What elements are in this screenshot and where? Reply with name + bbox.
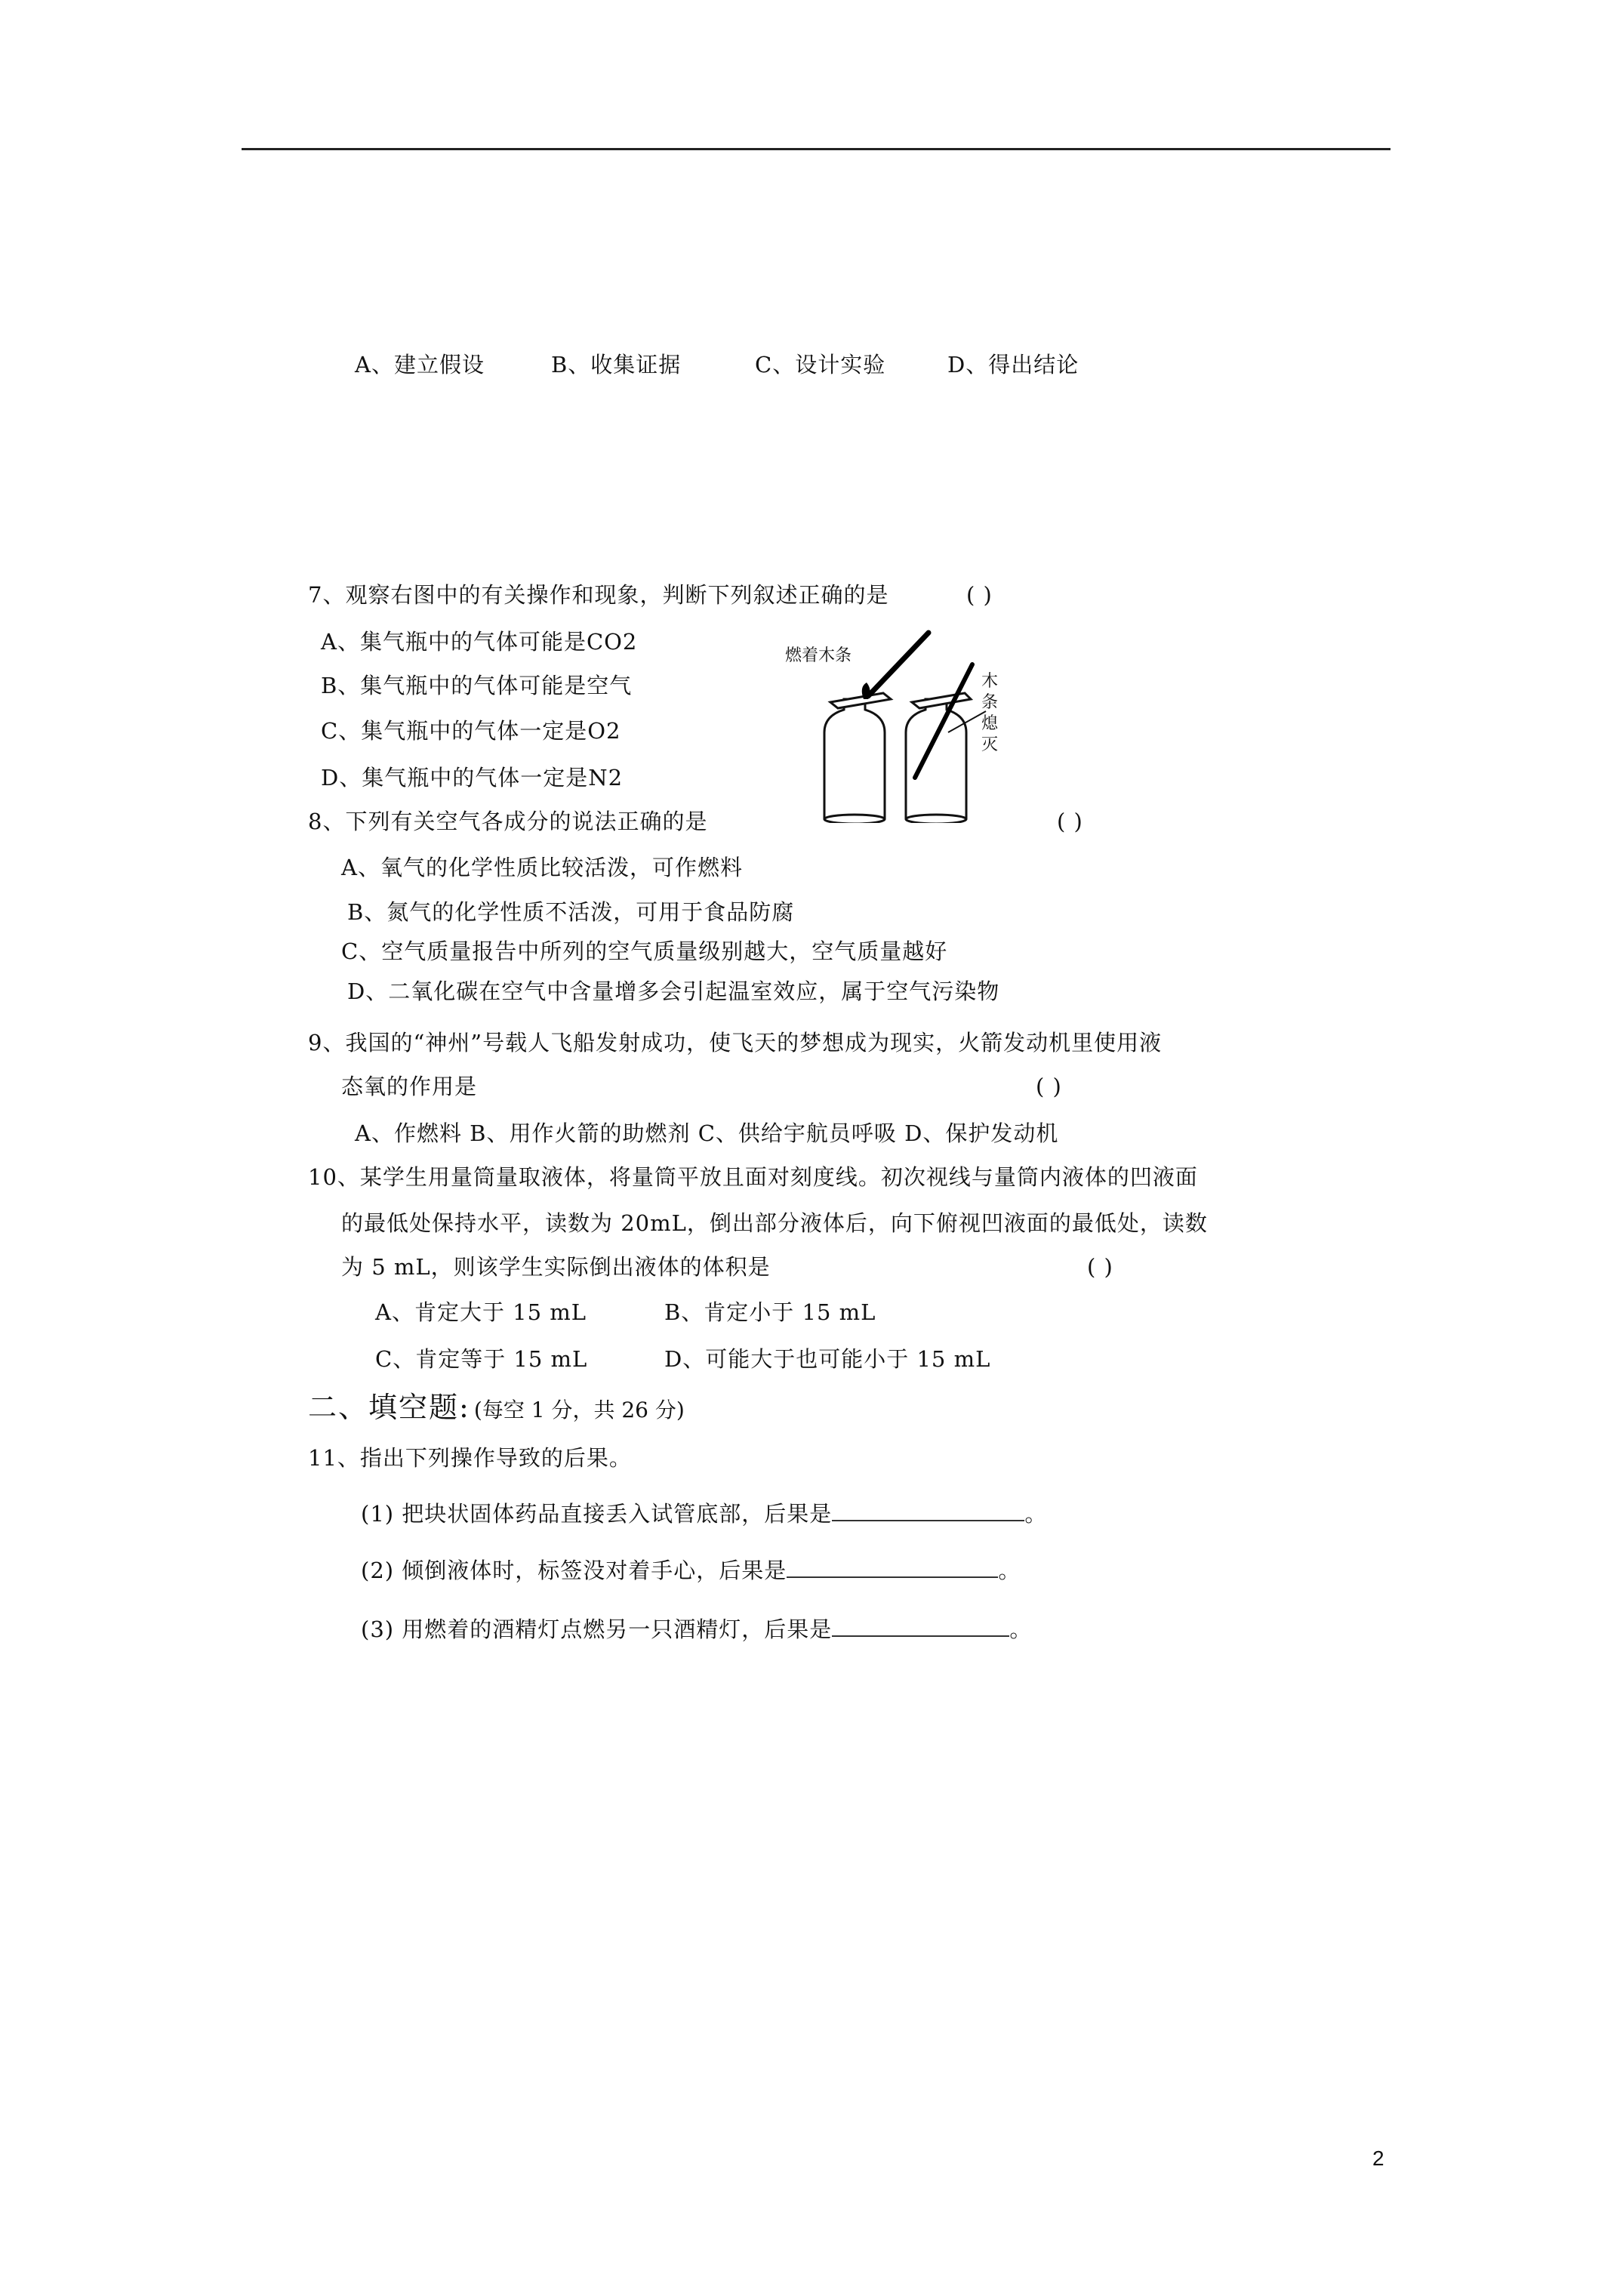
q11-stem: 11、指出下列操作导致的后果。 <box>308 1445 632 1471</box>
page-number: 2 <box>1372 2147 1384 2170</box>
section-heading <box>308 1384 685 1425</box>
q7-stem: 7、观察右图中的有关操作和现象，判断下列叙述正确的是 <box>308 582 889 608</box>
q7-answer-paren: ( ) <box>966 582 993 608</box>
figure-label-side-4: 灭 <box>981 735 999 754</box>
q6-option-a: A、建立假设 <box>355 352 485 378</box>
figure-label-burning-splint: 燃着木条 <box>785 646 852 665</box>
q8-stem: 8、下列有关空气各成分的说法正确的是 <box>308 809 708 834</box>
q11-item-3-end: 。 <box>1009 1616 1033 1642</box>
q11-item-2-text: (2) 倾倒液体时，标签没对着手心，后果是 <box>361 1558 787 1583</box>
q11-item-1 <box>361 1500 1047 1527</box>
q11-item-1-text: (1) 把块状固体药品直接丢入试管底部，后果是 <box>361 1501 833 1527</box>
q8-answer-paren: ( ) <box>1057 809 1083 834</box>
figure-label-side-1: 木 <box>981 672 999 691</box>
q10-option-b: B、肯定小于 15 mL <box>664 1299 876 1325</box>
q8-option-b: B、氮气的化学性质不活泼，可用于食品防腐 <box>347 899 795 925</box>
q10-answer-paren: ( ) <box>1087 1254 1113 1280</box>
q11-item-3 <box>361 1616 1032 1643</box>
figure-label-side-3: 熄 <box>981 714 999 733</box>
section-score-note: (每空 1 分，共 26 分) <box>473 1398 685 1422</box>
q11-item-2 <box>361 1557 1021 1584</box>
q10-option-c: C、肯定等于 15 mL <box>375 1346 588 1372</box>
q11-item-2-end: 。 <box>998 1558 1021 1583</box>
q10-option-a: A、肯定大于 15 mL <box>375 1299 587 1325</box>
q7-option-d: D、集气瓶中的气体一定是N2 <box>321 765 624 791</box>
q11-item-3-text: (3) 用燃着的酒精灯点燃另一只酒精灯，后果是 <box>361 1616 833 1642</box>
figure-label-side-2: 条 <box>981 693 999 712</box>
q9-stem-line2: 态氧的作用是 <box>341 1074 478 1099</box>
q6-option-b: B、收集证据 <box>551 352 682 378</box>
q7-option-b: B、集气瓶中的气体可能是空气 <box>321 673 633 698</box>
section-title: 二、填空题: <box>308 1391 470 1424</box>
q7-option-a: A、集气瓶中的气体可能是CO2 <box>321 629 638 655</box>
header-rule <box>242 148 1390 150</box>
q10-stem-line2: 的最低处保持水平，读数为 20mL，倒出部分液体后，向下俯视凹液面的最低处，读数 <box>341 1210 1208 1236</box>
q6-option-d: D、得出结论 <box>947 352 1079 378</box>
answer-blank-2[interactable] <box>787 1557 998 1578</box>
q9-answer-paren: ( ) <box>1036 1074 1062 1099</box>
q7-option-c: C、集气瓶中的气体一定是O2 <box>321 718 621 744</box>
q9-options: A、作燃料 B、用作火箭的助燃剂 C、供给宇航员呼吸 D、保护发动机 <box>355 1120 1059 1146</box>
q10-stem-line3: 为 5 mL，则该学生实际倒出液体的体积是 <box>341 1254 771 1280</box>
q10-option-d: D、可能大于也可能小于 15 mL <box>664 1346 991 1372</box>
q9-stem-line1: 9、我国的“神州”号载人飞船发射成功，使飞天的梦想成为现实，火箭发动机里使用液 <box>308 1030 1163 1056</box>
q10-stem-line1: 10、某学生用量筒量取液体，将量筒平放且面对刻度线。初次视线与量筒内液体的凹液面 <box>308 1164 1198 1190</box>
q6-option-c: C、设计实验 <box>755 352 886 378</box>
answer-blank-3[interactable] <box>832 1616 1009 1637</box>
answer-blank-1[interactable] <box>832 1500 1024 1521</box>
q11-item-1-end: 。 <box>1024 1501 1048 1527</box>
q8-option-d: D、二氧化碳在空气中含量增多会引起温室效应，属于空气污染物 <box>347 978 1000 1004</box>
q8-option-a: A、氧气的化学性质比较活泼，可作燃料 <box>341 855 743 880</box>
q8-option-c: C、空气质量报告中所列的空气质量级别越大，空气质量越好 <box>341 938 948 964</box>
